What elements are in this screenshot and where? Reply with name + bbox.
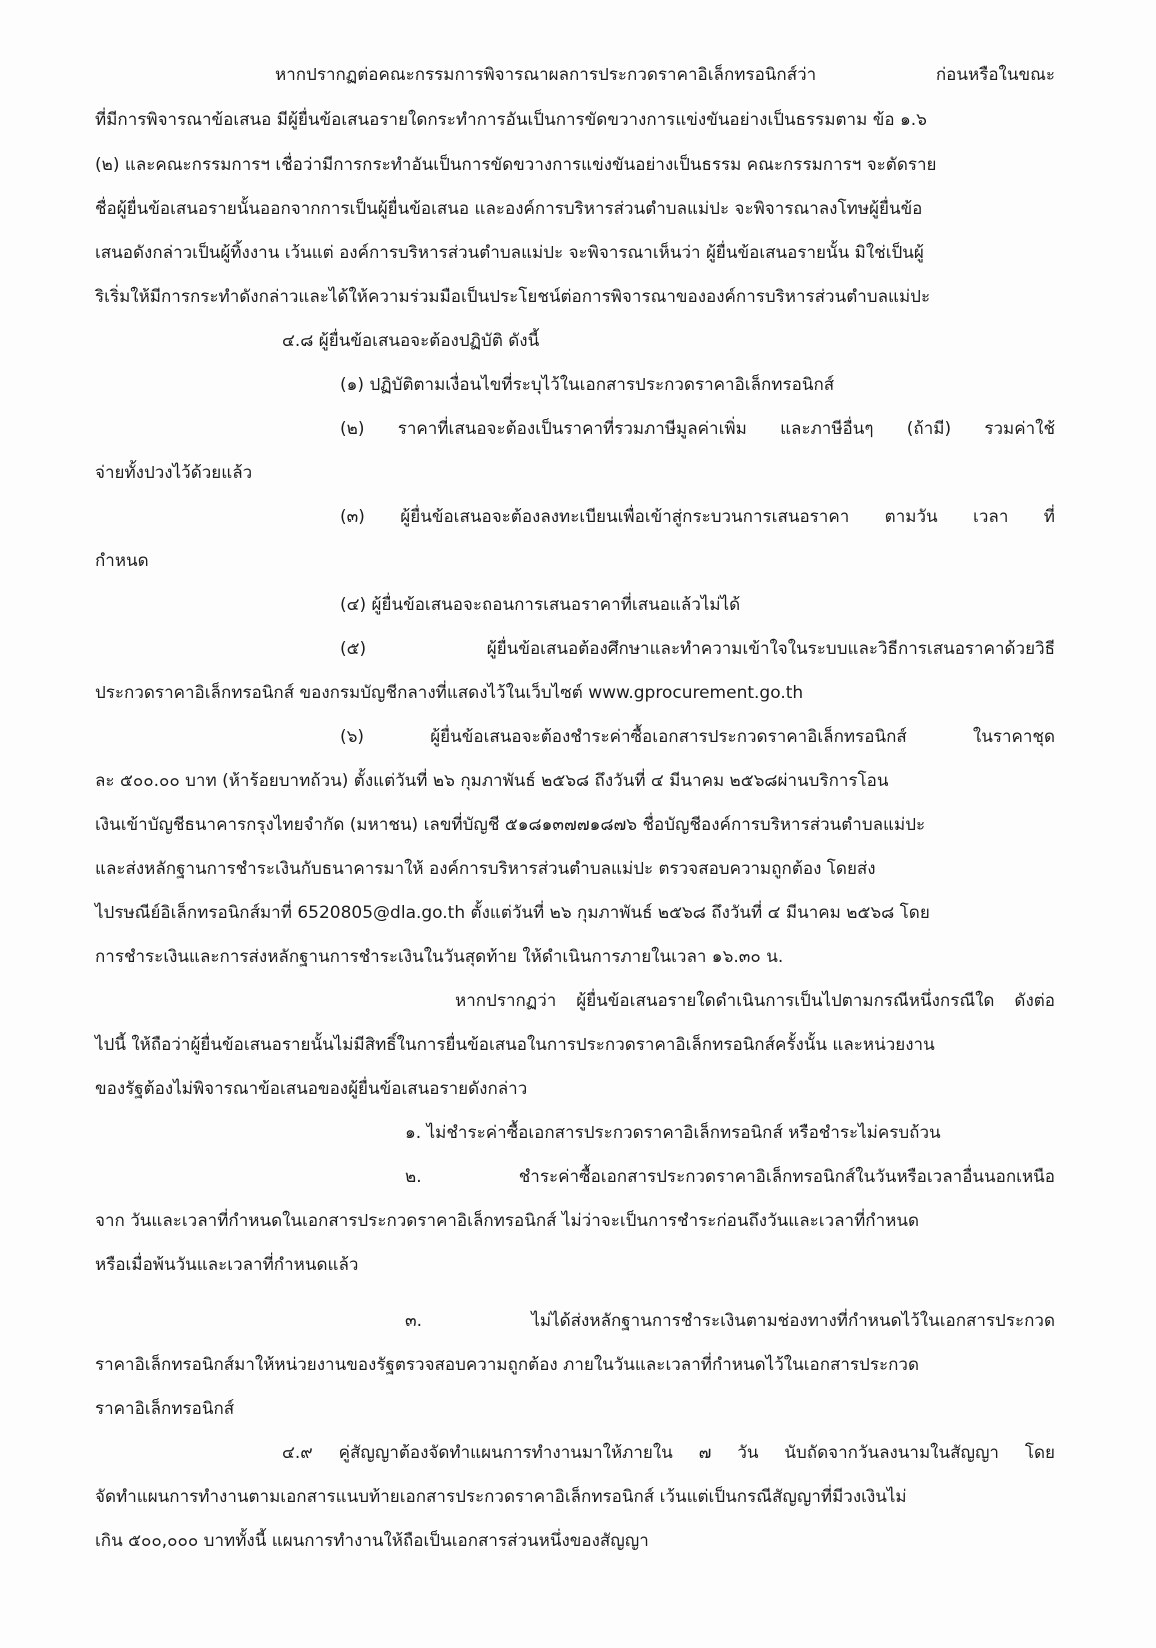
text-line: ไปรษณีย์อิเล็กทรอนิกส์มาที่ 6520805@dla.go.th ตั้งแต่วันที่ ๒๖ กุมภาพันธ์ ๒๕๖๘ ถึงวันที่ ๔ มีนาคม ๒๕๖๘ โดย: [95, 903, 930, 923]
text-line: ที่มีการพิจารณาข้อเสนอ มีผู้ยื่นข้อเสนอรายใดกระทำการอันเป็นการขัดขวางการแข่งขันอย่างเป็นธรรมตาม ข้อ ๑.๖: [95, 110, 927, 130]
text-line: หรือเมื่อพ้นวันและเวลาที่กำหนดแล้ว: [95, 1255, 359, 1275]
list-item: ๑. ไม่ชำระค่าซื้อเอกสารประกวดราคาอิเล็กทรอนิกส์ หรือชำระไม่ครบถ้วน: [405, 1123, 941, 1143]
text-line: และส่งหลักฐานการชำระเงินกับธนาคารมาให้ องค์การบริหารส่วนตำบลแม่ปะ ตรวจสอบความถูกต้อง โดยส่ง: [95, 859, 876, 879]
text-line: ของรัฐต้องไม่พิจารณาข้อเสนอของผู้ยื่นข้อเสนอรายดังกล่าว: [95, 1079, 528, 1099]
text-line: เสนอดังกล่าวเป็นผู้ทิ้งงาน เว้นแต่ องค์การบริหารส่วนตำบลแม่ปะ จะพิจารณาเห็นว่า ผู้ยื่นข้อเสนอรายนั้น มิใช่เป็นผู้: [95, 243, 924, 263]
list-item: (๑) ปฏิบัติตามเงื่อนไขที่ระบุไว้ในเอกสารประกวดราคาอิเล็กทรอนิกส์: [340, 375, 835, 395]
list-item: (๕) ผู้ยื่นข้อเสนอต้องศึกษาและทำความเข้าใจในระบบและวิธีการเสนอราคาด้วยวิธี: [340, 639, 1055, 659]
list-item: (๒) ราคาที่เสนอจะต้องเป็นราคาที่รวมภาษีมูลค่าเพิ่ม และภาษีอื่นๆ (ถ้ามี) รวมค่าใช้: [340, 419, 1055, 439]
text-line: ละ ๕๐๐.๐๐ บาท (ห้าร้อยบาทถ้วน) ตั้งแต่วันที่ ๒๖ กุมภาพันธ์ ๒๕๖๘ ถึงวันที่ ๔ มีนาคม ๒๕๖๘ผ่านบริการโอน: [95, 771, 889, 791]
list-item: ๒. ชำระค่าซื้อเอกสารประกวดราคาอิเล็กทรอนิกส์ในวันหรือเวลาอื่นนอกเหนือ: [405, 1167, 1055, 1187]
text-line: (๒) และคณะกรรมการฯ เชื่อว่ามีการกระทำอันเป็นการขัดขวางการแข่งขันอย่างเป็นธรรม คณะกรรมการฯ จะตัดราย: [95, 155, 937, 175]
text-line: เกิน ๕๐๐,๐๐๐ บาททั้งนี้ แผนการทำงานให้ถือเป็นเอกสารส่วนหนึ่งของสัญญา: [95, 1531, 649, 1551]
text-line: ริเริ่มให้มีการกระทำดังกล่าวและได้ให้ความร่วมมือเป็นประโยชน์ต่อการพิจารณาขององค์การบริหารส่วนตำบลแม่ปะ: [95, 287, 931, 307]
text-line: ราคาอิเล็กทรอนิกส์มาให้หน่วยงานของรัฐตรวจสอบความถูกต้อง ภายในวันและเวลาที่กำหนดไว้ในเอกสารประกวด: [95, 1355, 919, 1375]
text-line: การชำระเงินและการส่งหลักฐานการชำระเงินในวันสุดท้าย ให้ดำเนินการภายในเวลา ๑๖.๓๐ น.: [95, 947, 784, 967]
text-line: จ่ายทั้งปวงไว้ด้วยแล้ว: [95, 463, 253, 483]
section-heading: ๔.๙ คู่สัญญาต้องจัดทำแผนการทำงานมาให้ภายใน ๗ วัน นับถัดจากวันลงนามในสัญญา โดย: [282, 1443, 1055, 1463]
text-line: ไปนี้ ให้ถือว่าผู้ยื่นข้อเสนอรายนั้นไม่มีสิทธิ์ในการยื่นข้อเสนอในการประกวดราคาอิเล็กทรอนิกส์ครั้งนั้น และหน่วยงาน: [95, 1035, 935, 1055]
list-item: (๖) ผู้ยื่นข้อเสนอจะต้องชำระค่าซื้อเอกสารประกวดราคาอิเล็กทรอนิกส์ ในราคาชุด: [340, 727, 1055, 747]
text-line: กำหนด: [95, 551, 149, 571]
text-line: หากปรากฏว่า ผู้ยื่นข้อเสนอรายใดดำเนินการเป็นไปตามกรณีหนึ่งกรณีใด ดังต่อ: [455, 991, 1055, 1011]
text-line: ราคาอิเล็กทรอนิกส์: [95, 1399, 235, 1419]
text-line: เงินเข้าบัญชีธนาคารกรุงไทยจำกัด (มหาชน) เลขที่บัญชี ๕๑๘๑๓๗๗๑๘๗๖ ชื่อบัญชีองค์การบริหารส่วนตำบลแม่ปะ: [95, 815, 926, 835]
list-item: (๔) ผู้ยื่นข้อเสนอจะถอนการเสนอราคาที่เสนอแล้วไม่ได้: [340, 595, 741, 615]
text-line: หากปรากฏต่อคณะกรรมการพิจารณาผลการประกวดราคาอิเล็กทรอนิกส์ว่า ก่อนหรือในขณะ: [275, 65, 1055, 85]
list-item: (๓) ผู้ยื่นข้อเสนอจะต้องลงทะเบียนเพื่อเข้าสู่กระบวนการเสนอราคา ตามวัน เวลา ที่: [340, 507, 1055, 527]
text-line: จัดทำแผนการทำงานตามเอกสารแนบท้ายเอกสารประกวดราคาอิเล็กทรอนิกส์ เว้นแต่เป็นกรณีสัญญาที่มีวงเงินไม่: [95, 1487, 907, 1507]
section-heading: ๔.๘ ผู้ยื่นข้อเสนอจะต้องปฏิบัติ ดังนี้: [282, 331, 540, 351]
list-item: ๓. ไม่ได้ส่งหลักฐานการชำระเงินตามช่องทางที่กำหนดไว้ในเอกสารประกวด: [405, 1311, 1055, 1331]
text-line: จาก วันและเวลาที่กำหนดในเอกสารประกวดราคาอิเล็กทรอนิกส์ ไม่ว่าจะเป็นการชำระก่อนถึงวันและเวลาที่กำหนด: [95, 1211, 919, 1231]
text-line: ประกวดราคาอิเล็กทรอนิกส์ ของกรมบัญชีกลางที่แสดงไว้ในเว็บไซต์ www.gprocurement.go.th: [95, 683, 804, 703]
text-line: ชื่อผู้ยื่นข้อเสนอรายนั้นออกจากการเป็นผู้ยื่นข้อเสนอ และองค์การบริหารส่วนตำบลแม่ปะ จะพิจารณาลงโทษผู้ยื่นข้อ: [95, 199, 923, 219]
